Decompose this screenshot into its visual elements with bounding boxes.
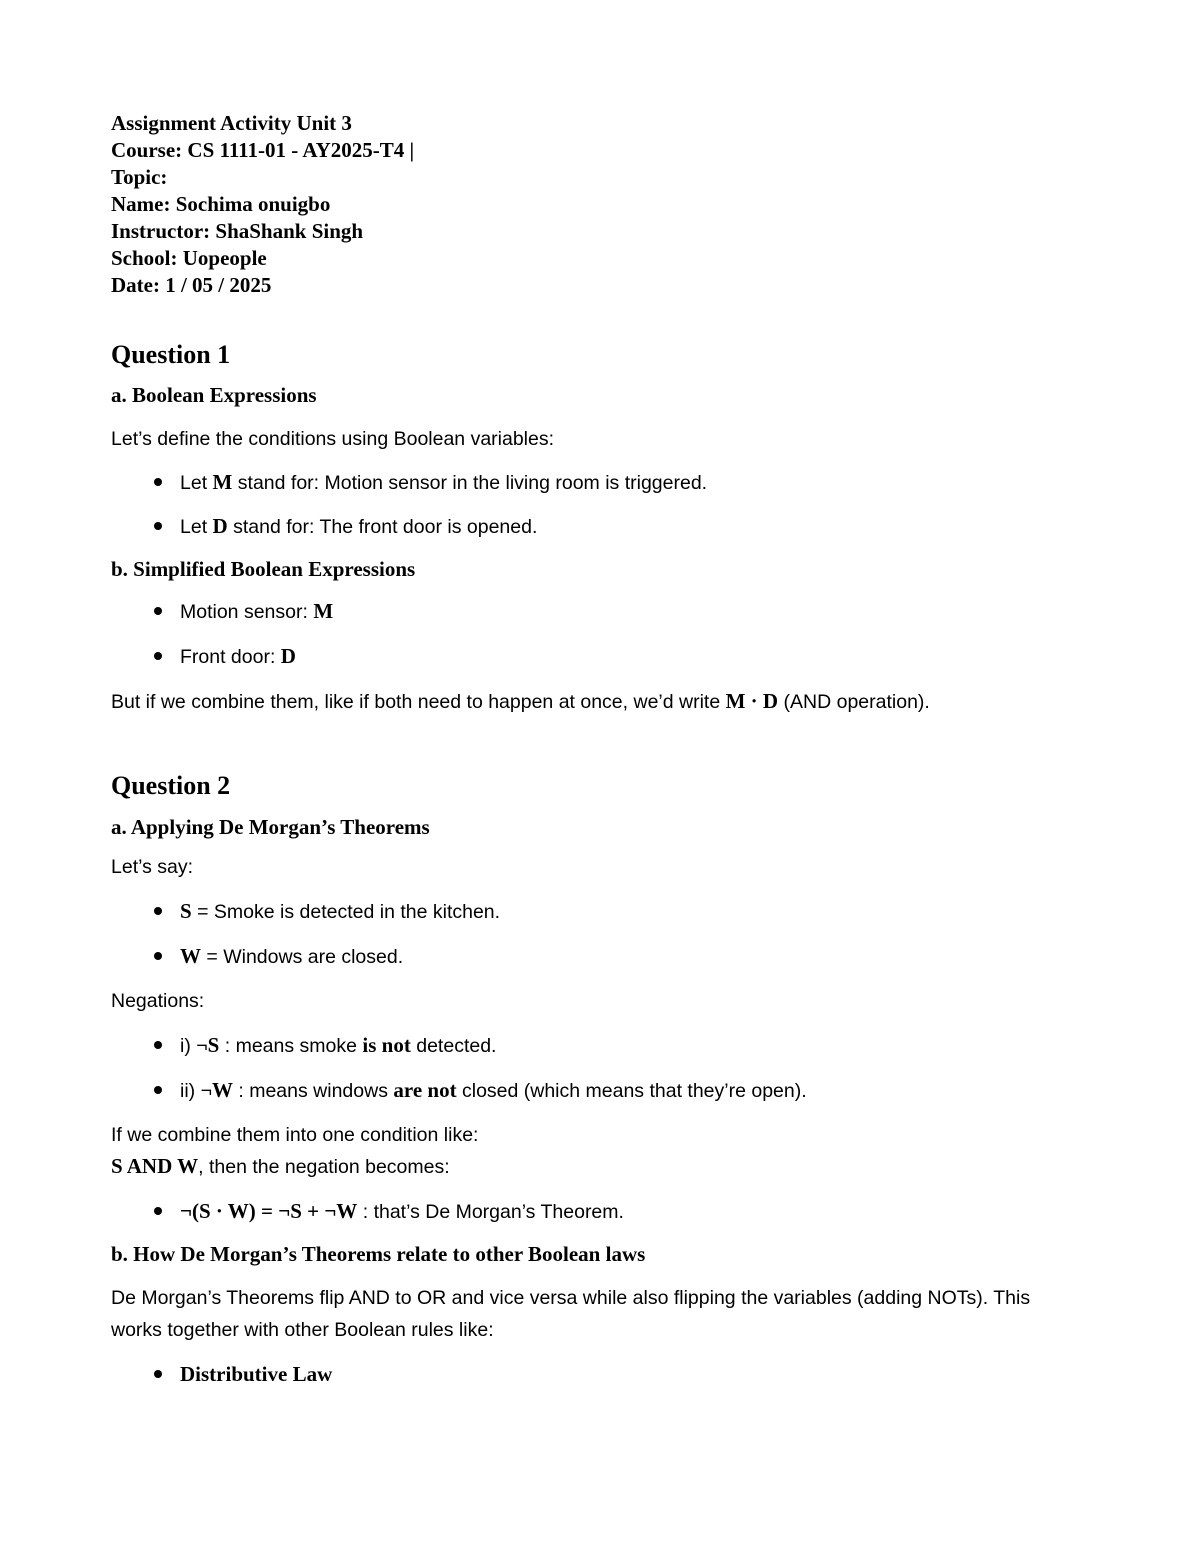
q1-combine-paragraph: But if we combine them, like if both need to happen at once, we’d write M · D (AND operation). <box>111 689 930 713</box>
bullet-icon <box>154 478 162 486</box>
bullet-icon <box>154 522 162 530</box>
date-line: Date: 1 / 05 / 2025 <box>111 273 272 297</box>
bullet-icon <box>154 1041 162 1049</box>
q2-b-paragraph: De Morgan’s Theorems flip AND to OR and vice versa while also flipping the variables (adding NOTs). This works together with other Boolean rules like: <box>111 1287 1031 1341</box>
q2-demorgan-list <box>111 1195 1051 1228</box>
bullet-icon <box>154 907 162 915</box>
q2-negations-label: Negations: <box>111 990 205 1012</box>
bullet-icon <box>154 1086 162 1094</box>
list-item: ii) ¬W : means windows are not closed (which means that they’re open). <box>111 1074 1051 1107</box>
q2-lets-say: Let’s say: <box>111 856 194 878</box>
list-item: i) ¬S : means smoke is not detected. <box>111 1029 1051 1062</box>
question-2-title: Question 2 <box>111 771 231 800</box>
bullet-icon <box>154 652 162 660</box>
question-2-section <box>111 770 1051 1390</box>
q1-b-heading: b. Simplified Boolean Expressions <box>111 557 416 581</box>
q2-a-heading: a. Applying De Morgan’s Theorems <box>111 815 430 839</box>
school-line: School: Uopeople <box>111 246 267 270</box>
document-header <box>111 110 1051 299</box>
list-item: Let D stand for: The front door is opened. <box>111 510 1051 543</box>
list-item: S = Smoke is detected in the kitchen. <box>111 895 1051 928</box>
document-page <box>111 110 1051 1390</box>
q1-a-heading: a. Boolean Expressions <box>111 383 317 407</box>
q2-a-list <box>111 895 1051 973</box>
q1-a-list <box>111 466 1051 543</box>
list-item: Front door: D <box>111 640 1051 673</box>
list-item: Distributive Law <box>111 1358 1051 1390</box>
bullet-icon <box>154 607 162 615</box>
assignment-title: Assignment Activity Unit 3 <box>111 111 352 135</box>
q2-combine-line-2: S AND W, then the negation becomes: <box>111 1154 450 1178</box>
bullet-icon <box>154 1370 162 1378</box>
q2-b-heading: b. How De Morgan’s Theorems relate to other Boolean laws <box>111 1242 646 1266</box>
q1-b-list <box>111 595 1051 673</box>
course-line: Course: CS 1111-01 - AY2025-T4 | <box>111 138 415 162</box>
q2-combine-line-1: If we combine them into one condition like: <box>111 1124 479 1146</box>
list-item: W = Windows are closed. <box>111 940 1051 973</box>
bullet-icon <box>154 952 162 960</box>
q1-intro: Let’s define the conditions using Boolean variables: <box>111 428 555 450</box>
name-line: Name: Sochima onuigbo <box>111 192 331 216</box>
list-item: Motion sensor: M <box>111 595 1051 628</box>
topic-line: Topic: <box>111 165 168 189</box>
instructor-line: Instructor: ShaShank Singh <box>111 219 364 243</box>
list-item: ¬(S · W) = ¬S + ¬W : that’s De Morgan’s Theorem. <box>111 1195 1051 1228</box>
q2-b-list <box>111 1358 1051 1390</box>
question-1-section <box>111 339 1051 718</box>
q2-negation-list <box>111 1029 1051 1107</box>
bullet-icon <box>154 1207 162 1215</box>
question-1-title: Question 1 <box>111 340 231 369</box>
list-item: Let M stand for: Motion sensor in the living room is triggered. <box>111 466 1051 499</box>
